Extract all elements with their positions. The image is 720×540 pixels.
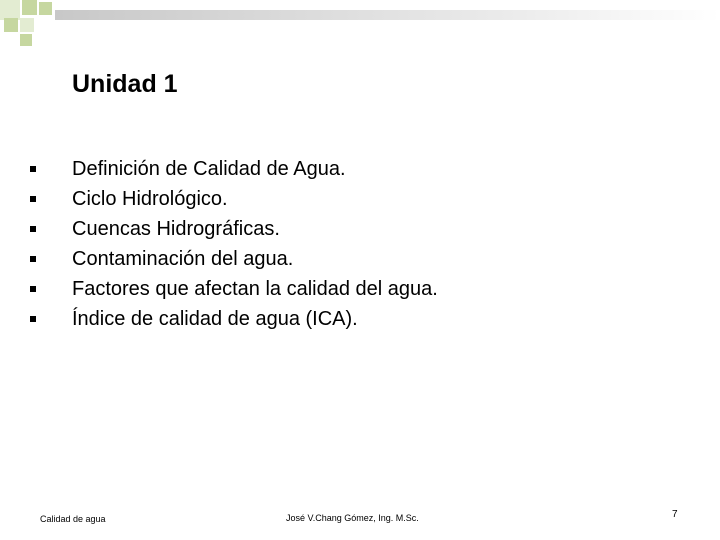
bullet-text: Cuencas Hidrográficas. (72, 218, 280, 240)
square-bullet-icon (30, 316, 36, 322)
footer-author: José V.Chang Gómez, Ing. M.Sc. (286, 513, 419, 523)
square-bullet-icon (30, 286, 36, 292)
header-gradient-bar (55, 10, 720, 20)
square-bullet-icon (30, 256, 36, 262)
header-decoration (0, 0, 720, 60)
bullet-text: Ciclo Hidrológico. (72, 188, 228, 210)
slide-title: Unidad 1 (72, 70, 178, 98)
bullet-text: Contaminación del agua. (72, 248, 294, 270)
bullet-text: Definición de Calidad de Agua. (72, 158, 346, 180)
footer-course-title: Calidad de agua (40, 514, 106, 524)
bullet-text: Índice de calidad de agua (ICA). (72, 308, 358, 330)
square-bullet-icon (30, 226, 36, 232)
decorative-squares (0, 0, 52, 46)
square-bullet-icon (30, 196, 36, 202)
bullet-text: Factores que afectan la calidad del agua. (72, 278, 438, 300)
square-bullet-icon (30, 166, 36, 172)
page-number: 7 (672, 509, 678, 520)
